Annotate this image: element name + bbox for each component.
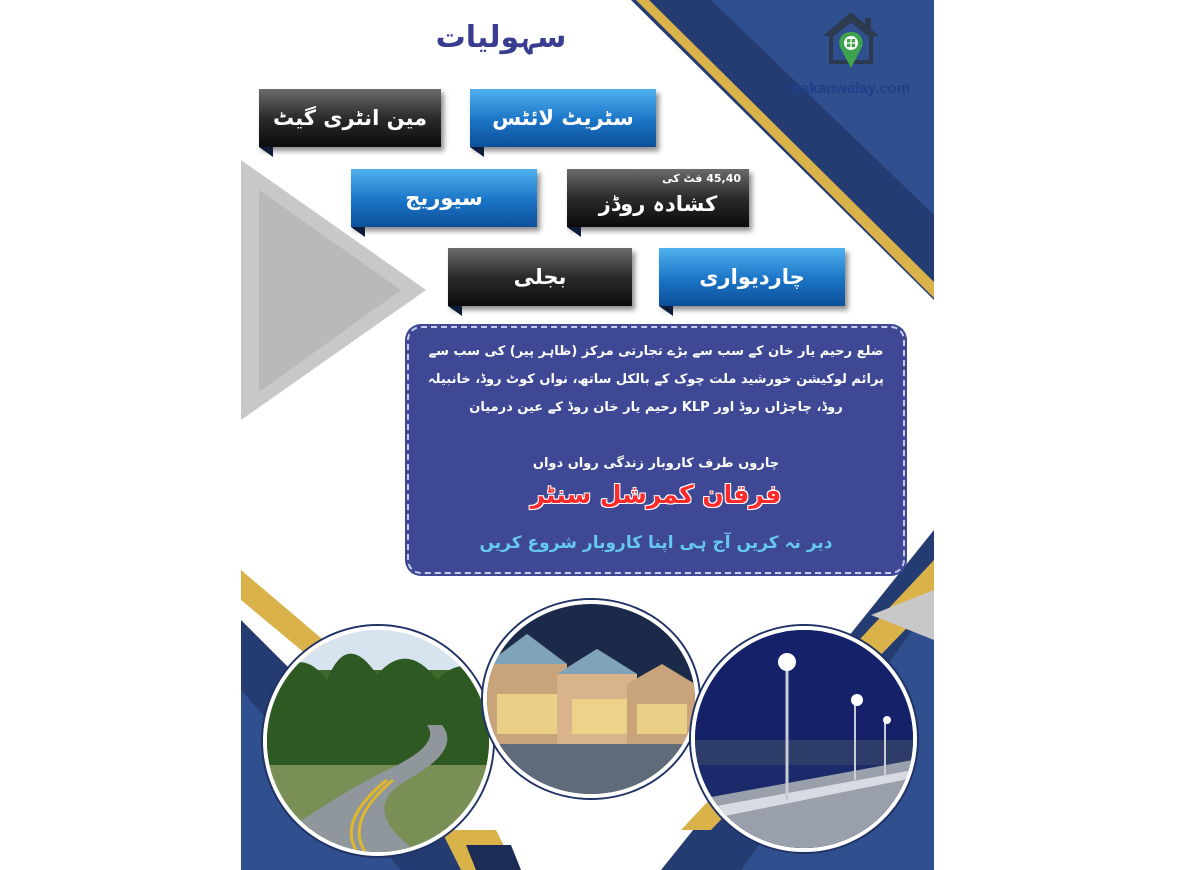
feature-label: چاردیواری [699, 265, 805, 289]
house-location-icon [821, 10, 881, 80]
info-location-text: ضلع رحیم یار خان کے سب سے بڑے تجارتی مرکز (ظاہر پیر) کی سب سے پرائم لوکیشن خورشید ملت چوک کے بالکل ساتھ، نواں کوٹ روڈ، خانبیلہ روڈ، چاچڑاں روڈ اور KLP رحیم یار خان روڈ کے عین درمیان [428, 344, 884, 415]
feature-electricity [448, 248, 632, 306]
page-title: سہولیات [435, 20, 567, 55]
info-panel [407, 326, 905, 574]
site-logo[interactable] [769, 10, 929, 105]
feature-boundary-wall [659, 248, 845, 306]
feature-label: سٹریٹ لائٹس [492, 106, 634, 130]
feature-label: کشادہ روڈز [598, 192, 718, 216]
street-lights-photo [691, 626, 917, 852]
feature-note: 45,40 فٹ کی [662, 172, 741, 185]
feature-label: مین انٹری گیٹ [272, 106, 428, 130]
feature-label: بجلی [513, 265, 567, 289]
winding-road-photo [263, 626, 493, 856]
feature-main-entry-gate [259, 89, 441, 147]
feature-sewerage [351, 169, 537, 227]
poster [241, 0, 934, 870]
feature-label: سیوریج [405, 186, 483, 210]
feature-street-lights [470, 89, 656, 147]
commercial-buildings-photo [483, 600, 699, 798]
project-name-headline: فرقان کمرشل سنٹر [530, 480, 782, 509]
feature-wide-roads [567, 169, 749, 227]
site-url[interactable]: makanwalay.com [787, 80, 911, 97]
info-tagline: چاروں طرف کاروبار زندگی رواں دواں [532, 456, 780, 471]
call-to-action-text: دیر نہ کریں آج ہی اپنا کاروبار شروع کریں [479, 533, 833, 553]
